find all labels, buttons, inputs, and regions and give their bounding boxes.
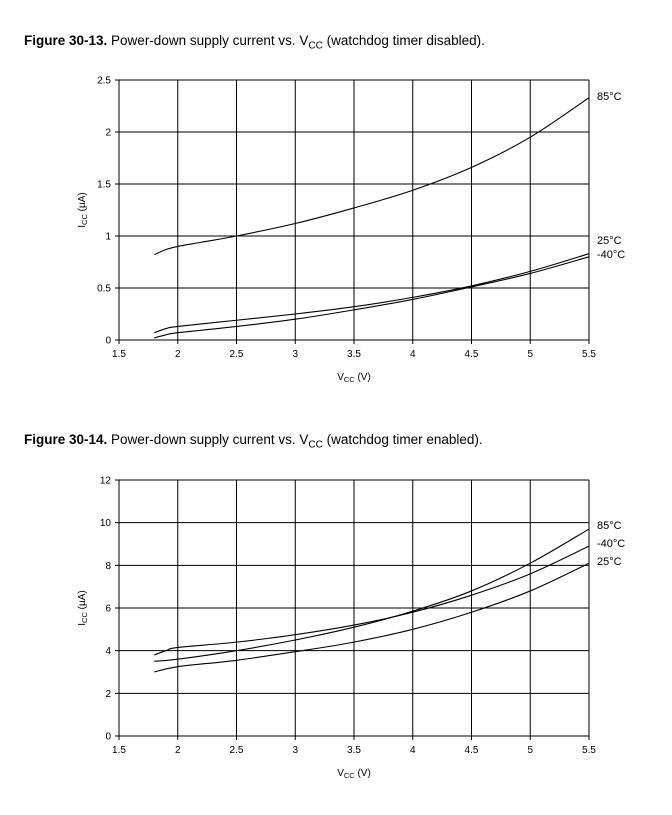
x-axis-label: $V_{CC}$ (V) [337, 372, 371, 384]
x-tick-label: 5.5 [582, 745, 596, 756]
y-tick-label: 1.5 [97, 179, 111, 191]
y-axis-label: $I_{CC}$ (µA) [77, 590, 89, 626]
x-tick-label: 2 [174, 745, 181, 756]
x-tick-label: 2.5 [229, 349, 244, 360]
series-line-25c [154, 254, 589, 333]
caption-text: Power-down supply current vs. V [111, 33, 309, 48]
y-tick-label: 0 [105, 335, 111, 347]
x-tick-label: 3.5 [347, 349, 361, 360]
caption-number: Figure 30-14. [24, 432, 108, 447]
y-tick-label: 6 [105, 603, 111, 615]
series-label: -40°C [597, 249, 626, 261]
y-tick-label: 2 [105, 127, 111, 139]
x-tick-label: 3 [292, 745, 299, 756]
y-tick-label: 4 [105, 646, 111, 658]
caption-text-end: (watchdog timer enabled). [322, 432, 483, 447]
x-axis-label: $V_{CC}$ (V) [337, 768, 371, 780]
caption-number: Figure 30-13. [24, 33, 108, 48]
chart-watchdog-enabled [0, 470, 672, 800]
y-tick-label: 10 [99, 518, 111, 530]
y-tick-label: 8 [105, 560, 111, 572]
x-tick-label: 4.5 [464, 349, 479, 360]
chart-watchdog-disabled [0, 70, 672, 400]
series-line-25c [154, 563, 589, 672]
caption-text-end: (watchdog timer disabled). [322, 33, 485, 48]
x-tick-label: 5 [527, 349, 534, 360]
x-tick-label: 4.5 [464, 745, 479, 756]
x-tick-label: 1.5 [112, 745, 126, 756]
y-tick-label: 2.5 [97, 75, 111, 87]
y-tick-label: 12 [99, 475, 111, 487]
y-axis-label: $I_{CC}$ (µA) [77, 192, 89, 228]
figure-30-14-caption [24, 432, 483, 451]
series-line-85c [154, 529, 589, 661]
x-tick-label: 4 [409, 349, 416, 360]
y-tick-label: 2 [105, 688, 111, 700]
series-line-minus40c [154, 257, 589, 338]
series-label: 25°C [597, 235, 622, 247]
x-tick-label: 2.5 [229, 745, 244, 756]
series-label: 25°C [597, 556, 622, 568]
caption-subscript: CC [308, 439, 323, 451]
y-tick-label: 1 [105, 231, 111, 243]
caption-subscript: CC [308, 40, 323, 52]
y-tick-label: 0 [105, 731, 111, 743]
x-tick-label: 3 [292, 349, 299, 360]
series-line-85c [154, 98, 589, 255]
series-label: 85°C [597, 91, 622, 103]
x-tick-label: 3.5 [347, 745, 361, 756]
figure-30-13-caption [24, 33, 485, 52]
caption-text: Power-down supply current vs. V [111, 432, 309, 447]
x-tick-label: 4 [409, 745, 416, 756]
x-tick-label: 5.5 [582, 349, 596, 360]
x-tick-label: 5 [527, 745, 534, 756]
x-tick-label: 2 [174, 349, 181, 360]
y-tick-label: 0.5 [97, 283, 111, 295]
x-tick-label: 1.5 [112, 349, 126, 360]
series-label: -40°C [597, 538, 626, 550]
series-label: 85°C [597, 520, 622, 532]
